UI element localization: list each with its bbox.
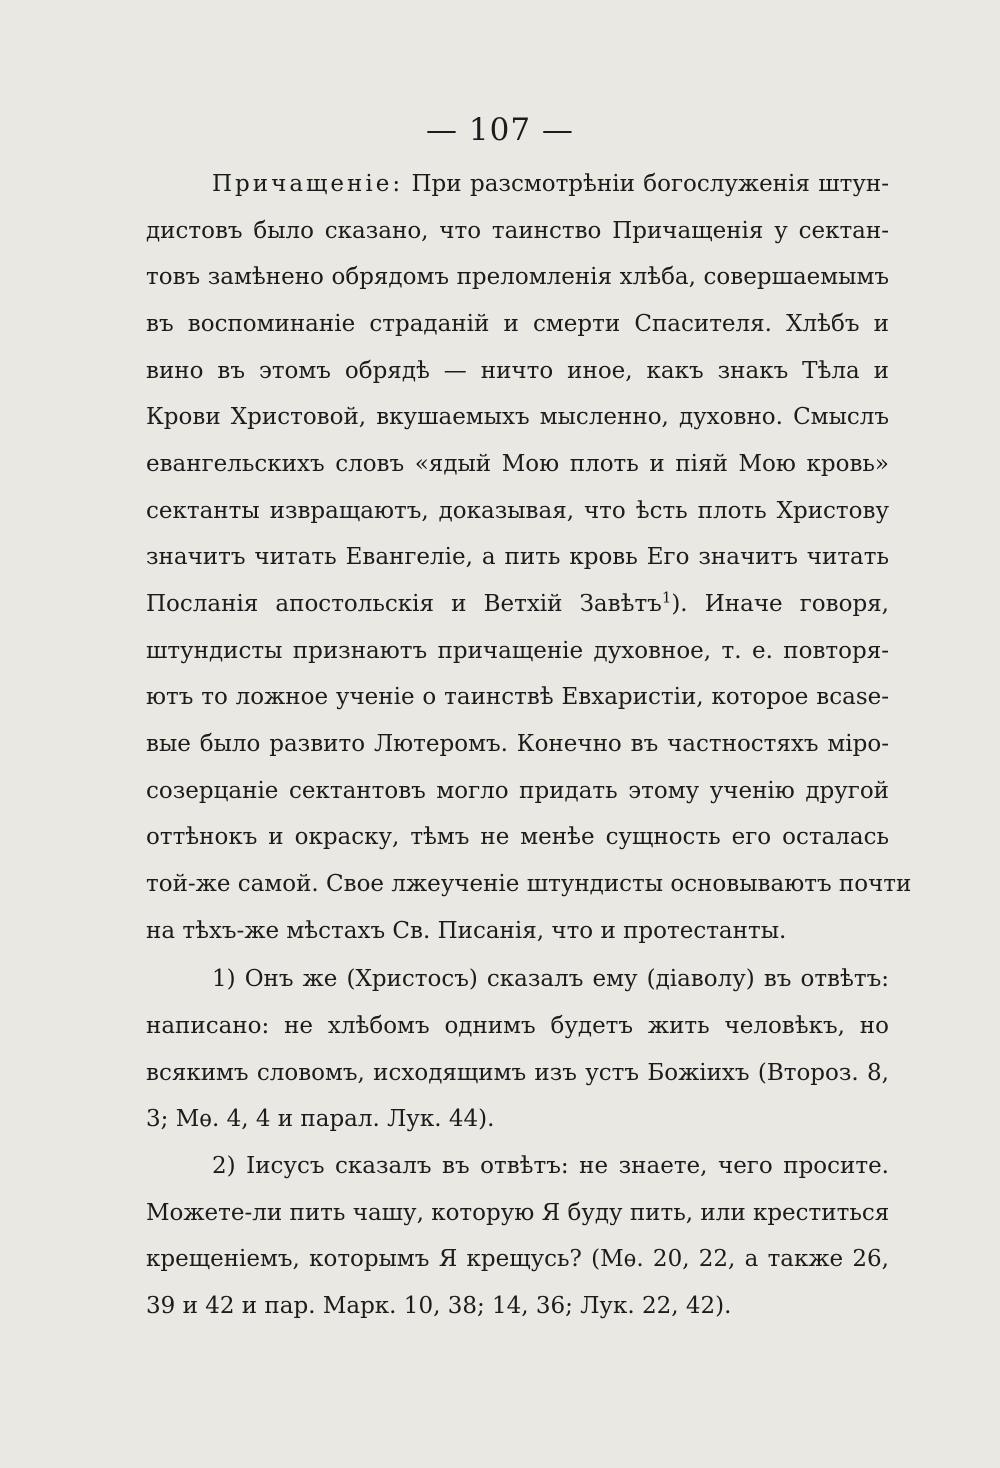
quote-line: крещеніемъ, которымъ Я крещусь? (Мѳ. 20, 22, а также 26, — [146, 1246, 889, 1272]
paragraph-line: Причащеніе: При разсмотрѣніи богослуженія штун- — [212, 171, 889, 197]
paragraph-line: вино въ этомъ обрядѣ — ничто иное, какъ знакъ Тѣла и — [146, 358, 889, 384]
paragraph-line: дистовъ было сказано, что таинство Причащенія у сектан- — [146, 218, 889, 244]
quote-line: всякимъ словомъ, исходящимъ изъ устъ Божіихъ (Второз. 8, — [146, 1060, 889, 1086]
paragraph-line: той-же самой. Свое лжеученіе штундисты основываютъ почти — [146, 871, 912, 897]
paragraph-line: евангельскихъ словъ «ядый Мою плоть и піяй Мою кровь» — [146, 451, 889, 477]
paragraph-line: ютъ то ложное ученіе о таинствѣ Евхаристіи, которое вcase- — [146, 684, 889, 710]
footnote-reference: 1 — [661, 588, 672, 607]
paragraph-line: оттѣнокъ и окраску, тѣмъ не менѣе сущность его осталась — [146, 824, 889, 850]
paragraph-line: созерцаніе сектантовъ могло придать этому ученію другой — [146, 778, 889, 804]
paragraph-line: сектанты извращаютъ, доказывая, что ѣсть плоть Христову — [146, 498, 889, 524]
section-heading: Причащеніе: — [212, 171, 404, 197]
paragraph-line: Крови Христовой, вкушаемыхъ мысленно, духовно. Смыслъ — [146, 404, 889, 430]
paragraph-line: значитъ читать Евангеліе, а пить кровь Его значитъ читать — [146, 544, 889, 570]
paragraph-line: на тѣхъ-же мѣстахъ Св. Писанія, что и протестанты. — [146, 918, 787, 944]
paragraph-line: въ воспоминаніе страданій и смерти Спасителя. Хлѣбъ и — [146, 311, 889, 337]
quote-line: 3; Мѳ. 4, 4 и парал. Лук. 44). — [146, 1106, 495, 1132]
paragraph-line: вые было развито Лютеромъ. Конечно въ частностяхъ міро- — [146, 731, 889, 757]
quote-line: написано: не хлѣбомъ однимъ будетъ жить человѣкъ, но — [146, 1013, 889, 1039]
quote-line: 1) Онъ же (Христосъ) сказалъ ему (діаволу) въ отвѣтъ: — [212, 966, 889, 992]
paragraph-line: штундисты признаютъ причащеніе духовное, т. е. повторя- — [146, 638, 889, 664]
paragraph-line: товъ замѣнено обрядомъ преломленія хлѣба, совершаемымъ — [146, 264, 889, 290]
page-number: — 107 — — [426, 112, 574, 148]
quote-line: Можете-ли пить чашу, которую Я буду пить, или креститься — [146, 1200, 890, 1226]
quote-line: 2) Іисусъ сказалъ въ отвѣтъ: не знаете, чего просите. — [212, 1153, 889, 1179]
quote-line: 39 и 42 и пар. Марк. 10, 38; 14, 36; Лук. 22, 42). — [146, 1293, 732, 1319]
paragraph-line: Посланія апостольскія и Ветхій Завѣтъ$^1$). Иначе говоря, — [146, 588, 889, 617]
